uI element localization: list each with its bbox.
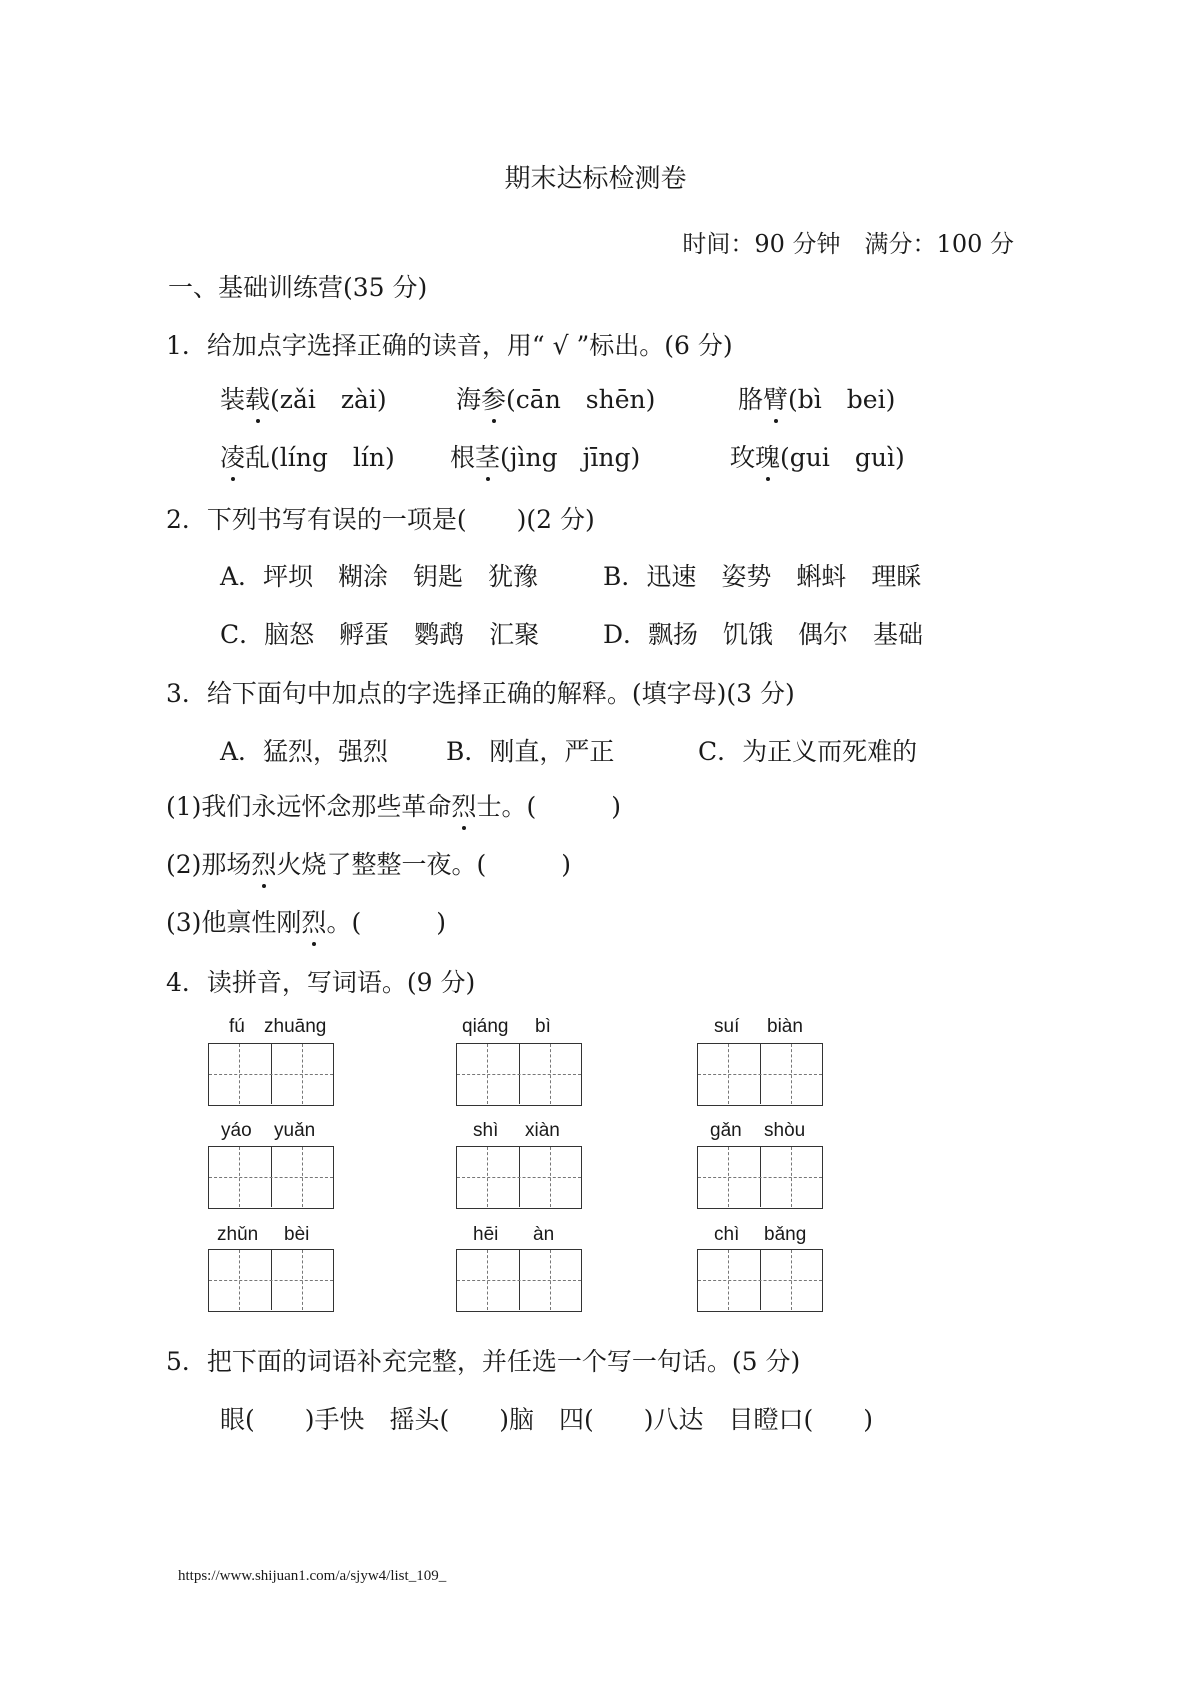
dotted-char: 瑰 xyxy=(755,438,780,474)
pinyin-label: xiàn xyxy=(525,1120,560,1141)
writing-grid[interactable] xyxy=(456,1043,582,1106)
pinyin-label: bì xyxy=(535,1016,551,1037)
pinyin-label: biàn xyxy=(767,1016,803,1037)
pinyin-label: hēi xyxy=(473,1224,499,1245)
writing-grid[interactable] xyxy=(697,1043,823,1106)
writing-grid[interactable] xyxy=(456,1146,582,1209)
dotted-char: 载 xyxy=(245,380,270,416)
pinyin-label: bèi xyxy=(284,1224,310,1245)
q3-option-a: A．猛烈，强烈 xyxy=(220,737,389,766)
dotted-char: 参 xyxy=(481,380,506,416)
question-3-stem: 3．给下面句中加点的字选择正确的解释。(填字母)(3 分) xyxy=(166,679,795,708)
pinyin-label: suí xyxy=(714,1016,740,1037)
q2-option-c: C．脑怒 孵蛋 鹦鹉 汇聚 xyxy=(220,620,540,649)
q5-idiom-blanks[interactable]: 眼( )手快 摇头( )脑 四( )八达 目瞪口( ) xyxy=(220,1405,874,1434)
pinyin-label: shòu xyxy=(764,1120,806,1141)
writing-grid[interactable] xyxy=(208,1249,334,1312)
q3-option-b: B．刚直，严正 xyxy=(446,737,615,766)
pinyin-label: shì xyxy=(473,1120,499,1141)
pinyin-label: bǎng xyxy=(764,1224,807,1245)
writing-grid[interactable] xyxy=(208,1146,334,1209)
q2-option-d: D．飘扬 饥饿 偶尔 基础 xyxy=(603,620,924,649)
pinyin-label: fú xyxy=(229,1016,245,1037)
q1-item: 玫瑰(gui guì) xyxy=(730,438,905,474)
dotted-char: 烈 xyxy=(451,787,476,823)
q1-item: 根茎(jìng jīng) xyxy=(450,438,640,474)
pinyin-label: gǎn xyxy=(710,1120,742,1141)
dotted-char: 臂 xyxy=(763,380,788,416)
q3-sentence-1: (1)我们永远怀念那些革命烈士。( ) xyxy=(166,787,621,823)
q2-option-a: A．坪坝 糊涂 钥匙 犹豫 xyxy=(220,562,539,591)
pinyin-label: chì xyxy=(714,1224,740,1245)
pinyin-label: zhǔn xyxy=(217,1224,259,1245)
dotted-char: 凌 xyxy=(220,438,245,474)
q1-item: 胳臂(bì bei) xyxy=(738,380,895,416)
question-2-stem: 2．下列书写有误的一项是( )(2 分) xyxy=(166,505,595,534)
pinyin-label: yáo xyxy=(221,1120,252,1141)
question-1-stem: 1．给加点字选择正确的读音，用“ √ ”标出。(6 分) xyxy=(166,331,733,360)
q3-option-c: C．为正义而死难的 xyxy=(698,737,918,766)
q1-item: 海参(cān shēn) xyxy=(456,380,655,416)
q1-item: 装载(zǎi zài) xyxy=(220,380,387,416)
q2-option-b: B．迅速 姿势 蝌蚪 理睬 xyxy=(603,562,922,591)
writing-grid[interactable] xyxy=(456,1249,582,1312)
writing-grid[interactable] xyxy=(208,1043,334,1106)
pinyin-label: zhuāng xyxy=(264,1016,327,1037)
pinyin-label: qiáng xyxy=(462,1016,509,1037)
page-title: 期末达标检测卷 xyxy=(504,164,687,194)
question-5-stem: 5．把下面的词语补充完整，并任选一个写一句话。(5 分) xyxy=(166,1347,801,1376)
writing-grid[interactable] xyxy=(697,1249,823,1312)
dotted-char: 茎 xyxy=(475,438,500,474)
dotted-char: 烈 xyxy=(301,903,326,939)
section-heading: 一、基础训练营(35 分) xyxy=(168,273,428,302)
exam-meta: 时间：90 分钟 满分：100 分 xyxy=(682,230,1014,258)
pinyin-label: yuǎn xyxy=(274,1120,316,1141)
q3-sentence-3: (3)他禀性刚烈。( ) xyxy=(166,903,446,939)
q1-item: 凌乱(líng lín) xyxy=(220,438,395,474)
writing-grid[interactable] xyxy=(697,1146,823,1209)
pinyin-label: àn xyxy=(533,1224,555,1245)
q3-sentence-2: (2)那场烈火烧了整整一夜。( ) xyxy=(166,845,571,881)
source-url: https://www.shijuan1.com/a/sjyw4/list_109_ xyxy=(178,1568,447,1584)
dotted-char: 烈 xyxy=(251,845,276,881)
question-4-stem: 4．读拼音，写词语。(9 分) xyxy=(166,968,476,997)
